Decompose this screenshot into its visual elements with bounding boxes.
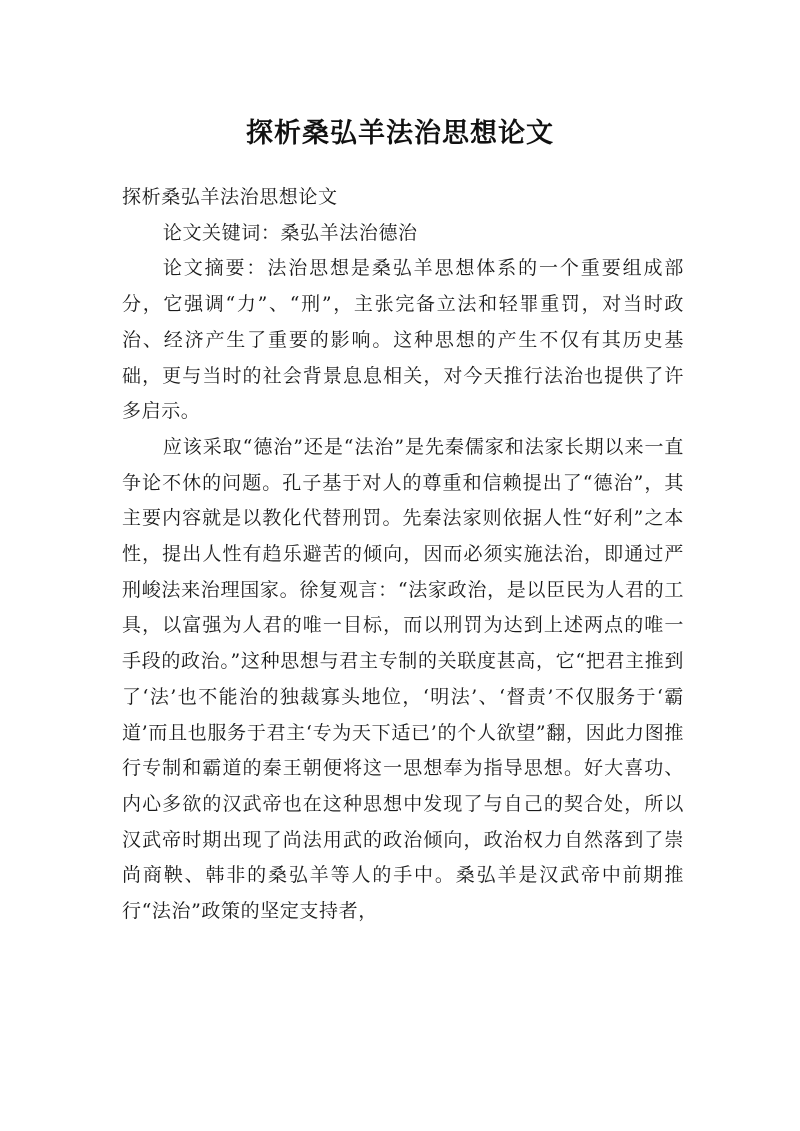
document-subtitle: 探析桑弘羊法治思想论文	[122, 186, 338, 208]
keywords-paragraph: 论文关键词：桑弘羊法治德治	[162, 221, 418, 244]
document-body	[122, 180, 684, 930]
document-title: 探析桑弘羊法治思想论文	[246, 118, 554, 150]
body-paragraph: 应该采取“德治”还是“法治”是先秦儒家和法家长期以来一直争论不休的问题。孔子基于对人的尊重和信赖提出了“德治”，其主要内容就是以教化代替刑罚。先秦法家则依据人性“好利”之本性，提出人性有趋乐避苦的倾向，因而必须实施法治，即通过严刑峻法来治理国家。徐复观言：“法家政治，是以臣民为人君的工具，以富强为人君的唯一目标，而以刑罚为达到上述两点的唯一手段的政治。”这种思想与君主专制的关联度甚高，它“把君主推到了‘法’也不能治的独裁寡头地位，‘明法’、‘督责’不仅服务于‘霸道’而且也服务于君主‘专为天下适已’的个人欲望”翻，因此力图推行专制和霸道的秦王朝便将这一思想奉为指导思想。好大喜功、内心多欲的汉武帝也在这种思想中发现了与自己的契合处，所以汉武帝时期出现了尚法用武的政治倾向，政治权力自然落到了崇尚商鞅、韩非的桑弘羊等人的手中。桑弘羊是汉武帝中前期推行“法治”政策的坚定支持者，	[122, 435, 684, 923]
abstract-paragraph: 论文摘要：法治思想是桑弘羊思想体系的一个重要组成部分，它强调“力”、“刑”，主张完备立法和轻罪重罚，对当时政治、经济产生了重要的影响。这种思想的产生不仅有其历史基础，更与当时的社会背景息息相关，对今天推行法治也提供了许多启示。	[122, 257, 684, 423]
